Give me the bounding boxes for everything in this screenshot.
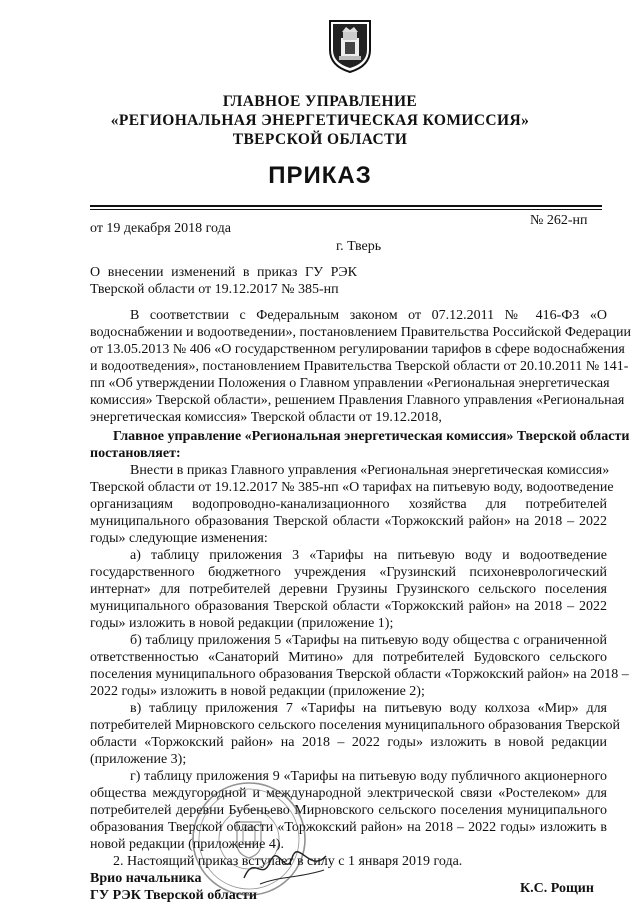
preamble-line: от 13.05.2013 № 406 «О государственном регулировании тарифов в сфере водоснабжения: [90, 342, 625, 357]
resolve-line: постановляет:: [90, 446, 181, 461]
body-line: 2. Настоящий приказ вступает в силу с 1 января 2019 года.: [113, 854, 463, 869]
body-line: г) таблицу приложения 9 «Тарифы на питьевую воду публичного акционерного: [130, 769, 607, 784]
body-line: годы» следующие изменения:: [90, 531, 268, 546]
signatory-organization: ГУ РЭК Тверской области: [90, 888, 257, 903]
body-line: интернат» для потребителей деревни Грузины Грузинского сельского поселения: [90, 582, 607, 597]
body-line: государственного бюджетного учреждения «Грузинский психоневрологический: [90, 565, 607, 580]
order-city: г. Тверь: [336, 239, 382, 254]
body-line: муниципального образования Тверской области «Торжокский район» на 2018 – 2022: [90, 599, 607, 614]
preamble-line: и водоотведения», постановлением Правительства Тверской области от 20.10.2011 № 141-: [90, 359, 629, 374]
document-title: ПРИКАЗ: [268, 162, 372, 189]
body-line: новой редакции (приложение 4).: [90, 837, 284, 852]
handwritten-signature: [240, 848, 330, 888]
preamble-line: водоснабжении и водоотведении», постановлением Правительства Российской Федерации: [90, 325, 631, 340]
order-number: № 262-нп: [530, 213, 588, 228]
subject-line-2: Тверской области от 19.12.2017 № 385-нп: [90, 282, 339, 297]
org-header-line-3: ТВЕРСКОЙ ОБЛАСТИ: [232, 131, 408, 148]
body-line: потребителей Мирновского сельского поселения муниципального образования Тверской: [90, 718, 620, 733]
body-line: потребителей деревни Бубеньево Мирновского сельского поселения муниципального: [90, 803, 607, 818]
org-header-line-1: ГЛАВНОЕ УПРАВЛЕНИЕ: [222, 93, 418, 110]
body-line: поселения муниципального образования Тверской области «Торжокский район» на 2018 –: [90, 667, 629, 682]
header-divider-thin: [90, 209, 602, 210]
body-line: а) таблицу приложения 3 «Тарифы на питьевую воду и водоотведение: [130, 548, 607, 563]
signatory-position: Врио начальника: [90, 871, 202, 886]
body-line: Внести в приказ Главного управления «Региональная энергетическая комиссия»: [130, 463, 610, 478]
body-line: организациям водопроводно-канализационного хозяйства для потребителей: [90, 497, 607, 512]
signatory-name: К.С. Рощин: [520, 881, 594, 896]
body-line: образования Тверской области «Торжокский район» на 2018 – 2022 годы» изложить в: [90, 820, 607, 835]
subject-line-1: О внесении изменений в приказ ГУ РЭК: [90, 265, 357, 280]
preamble-line: В соответствии с Федеральным законом от 07.12.2011 № 416-ФЗ «О: [130, 308, 607, 323]
body-line: 2022 годы» изложить в новой редакции (приложение 2);: [90, 684, 425, 699]
body-line: общества междугородной и международной электрической связи «Ростелеком» для: [90, 786, 607, 801]
coat-of-arms-emblem: [327, 18, 373, 74]
preamble-line: комиссия» Тверской области», решением Правления Главного управления «Региональная: [90, 393, 625, 408]
body-line: в) таблицу приложения 7 «Тарифы на питьевую воду колхоза «Мир» для: [130, 701, 607, 716]
body-line: б) таблицу приложения 5 «Тарифы на питьевую воду общества с ограниченной: [130, 633, 607, 648]
body-line: годы» изложить в новой редакции (приложение 1);: [90, 616, 394, 631]
body-line: области «Торжокский район» на 2018 – 2022 годы» изложить в новой редакции: [90, 735, 607, 750]
body-line: Тверской области от 19.12.2017 № 385-нп «О тарифах на питьевую воду, водоотведение: [90, 480, 614, 495]
body-line: ответственностью «Санаторий Митино» для потребителей Будовского сельского: [90, 650, 607, 665]
header-divider: [90, 205, 602, 207]
resolve-line: Главное управление «Региональная энергетическая комиссия» Тверской области: [113, 429, 630, 444]
order-date: от 19 декабря 2018 года: [90, 221, 231, 236]
body-line: (приложение 3);: [90, 752, 187, 767]
org-header-line-2: «РЕГИОНАЛЬНАЯ ЭНЕРГЕТИЧЕСКАЯ КОМИССИЯ»: [110, 112, 530, 129]
body-line: муниципального образования Тверской области «Торжокский район» на 2018 – 2022: [90, 514, 607, 529]
preamble-line: пп «Об утверждении Положения о Главном управлении «Региональная энергетическая: [90, 376, 610, 391]
preamble-line: энергетическая комиссия» Тверской области от 19.12.2018,: [90, 410, 442, 425]
